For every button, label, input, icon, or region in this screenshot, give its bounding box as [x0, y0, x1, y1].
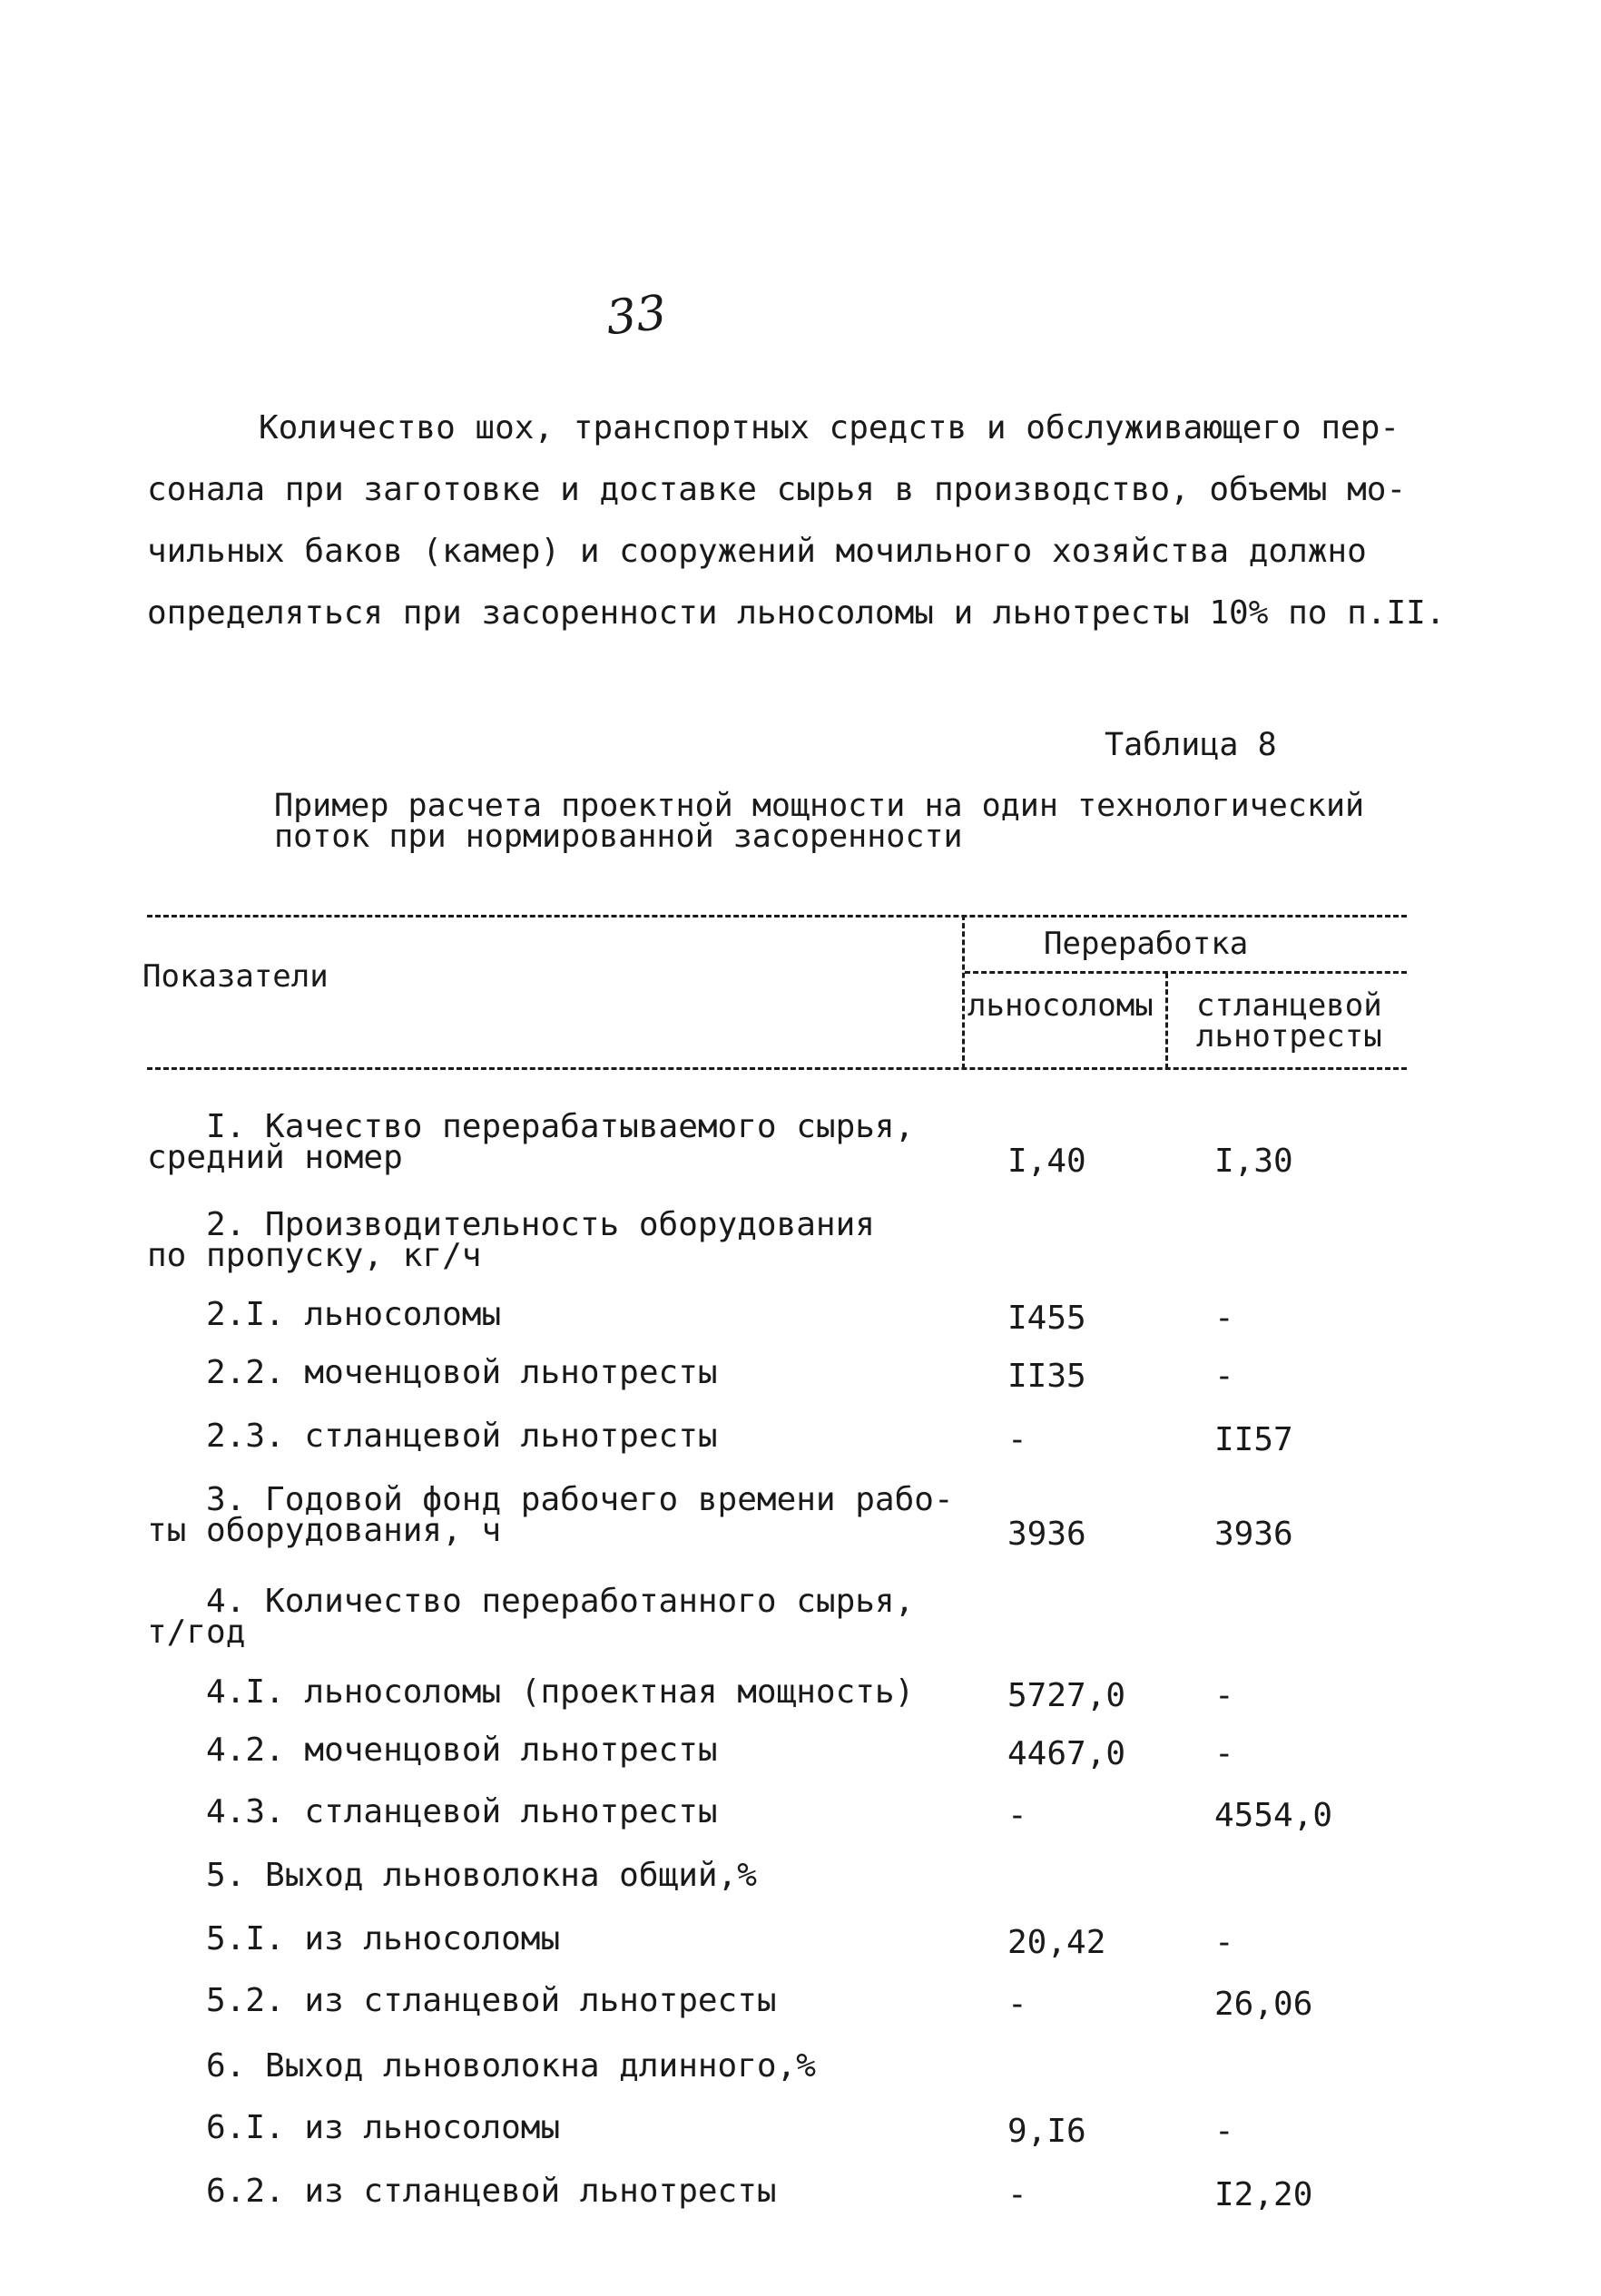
row-value-dew-retted: 4554,0 [1214, 1797, 1333, 1834]
table-top-rule [147, 915, 1407, 917]
row-value-dew-retted: - [1214, 1358, 1234, 1395]
row-value-dew-retted: 26,06 [1214, 1986, 1313, 2023]
header-divider-sub [1165, 973, 1168, 1069]
row-label-line: 4.I. льносоломы (проектная мощность) [147, 1673, 915, 1711]
row-label-line: 6. Выход льноволокна длинного,% [147, 2047, 816, 2085]
row-value-straw: II35 [1007, 1358, 1086, 1395]
intro-line-2: сонала при заготовке и доставке сырья в производство, объемы мо- [147, 471, 1407, 508]
row-label-line: 2.3. стланцевой льнотресты [147, 1418, 718, 1455]
row-value-dew-retted: - [1214, 1300, 1234, 1337]
row-value-dew-retted: - [1214, 2113, 1234, 2150]
table-label: Таблица 8 [1105, 727, 1277, 763]
header-indicators: Показатели [142, 958, 329, 995]
header-col-dew-retted-line-2: льнотресты [1196, 1018, 1382, 1055]
row-label-line: 2.2. моченцовой льнотресты [147, 1354, 718, 1391]
row-value-straw: - [1007, 1421, 1027, 1458]
page-number: 33 [604, 285, 670, 347]
row-label-line: средний номер [147, 1139, 403, 1176]
row-label-line: по пропуску, кг/ч [147, 1237, 482, 1274]
table-caption-line-2: поток при нормированной засоренности [274, 819, 963, 855]
row-value-straw: - [1007, 1797, 1027, 1834]
row-value-dew-retted: I2,20 [1214, 2176, 1313, 2213]
header-bottom-rule [147, 1067, 1407, 1070]
header-processing: Переработка [1044, 926, 1249, 962]
row-label-line: 5.2. из стланцевой льнотресты [147, 1982, 777, 2019]
header-col-straw: льносоломы [967, 987, 1154, 1024]
row-label-line: ты оборудования, ч [147, 1512, 502, 1549]
row-label-line: 4.2. моченцовой льнотресты [147, 1732, 718, 1769]
row-value-straw: I,40 [1007, 1143, 1086, 1180]
row-value-straw: 20,42 [1007, 1924, 1106, 1961]
row-value-dew-retted: - [1214, 1924, 1234, 1961]
row-label-line: 5. Выход льноволокна общий,% [147, 1857, 757, 1894]
row-label-line: I. Качество перерабатываемого сырья, [147, 1108, 915, 1145]
row-value-straw: - [1007, 1986, 1027, 2023]
row-label-line: т/год [147, 1614, 246, 1651]
header-col-dew-retted-line-1: стланцевой [1196, 987, 1382, 1024]
header-divider-main [962, 915, 965, 1069]
row-value-dew-retted: - [1214, 1677, 1234, 1714]
row-label-line: 3. Годовой фонд рабочего времени рабо- [147, 1481, 954, 1518]
row-value-straw: 9,I6 [1007, 2113, 1086, 2150]
intro-line-4: определяться при засоренности льносоломы и льнотресты 10% по п.II. [147, 594, 1446, 632]
intro-line-1: Количество шох, транспортных средств и обслуживающего пер- [259, 409, 1400, 446]
row-value-dew-retted: I,30 [1214, 1143, 1293, 1180]
row-value-dew-retted: II57 [1214, 1421, 1293, 1458]
intro-line-3: чильных баков (камер) и сооружений мочильного хозяйства должно [147, 533, 1367, 570]
row-value-straw: 3936 [1007, 1516, 1086, 1553]
row-value-straw: I455 [1007, 1300, 1086, 1337]
row-label-line: 4.3. стланцевой льнотресты [147, 1793, 718, 1830]
row-value-straw: 4467,0 [1007, 1735, 1126, 1772]
row-label-line: 5.I. из льносоломы [147, 1920, 561, 1957]
row-value-straw: 5727,0 [1007, 1677, 1126, 1714]
table-caption-line-1: Пример расчета проектной мощности на один технологический [274, 788, 1365, 824]
row-label-line: 2.I. льносоломы [147, 1296, 502, 1333]
row-label-line: 6.I. из льносоломы [147, 2109, 561, 2146]
row-value-dew-retted: 3936 [1214, 1516, 1293, 1553]
row-value-straw: - [1007, 2176, 1027, 2213]
row-label-line: 4. Количество переработанного сырья, [147, 1583, 915, 1620]
header-mid-rule [965, 971, 1407, 974]
row-label-line: 6.2. из стланцевой льнотресты [147, 2173, 777, 2210]
row-value-dew-retted: - [1214, 1735, 1234, 1772]
row-label-line: 2. Производительность оборудования [147, 1206, 875, 1243]
